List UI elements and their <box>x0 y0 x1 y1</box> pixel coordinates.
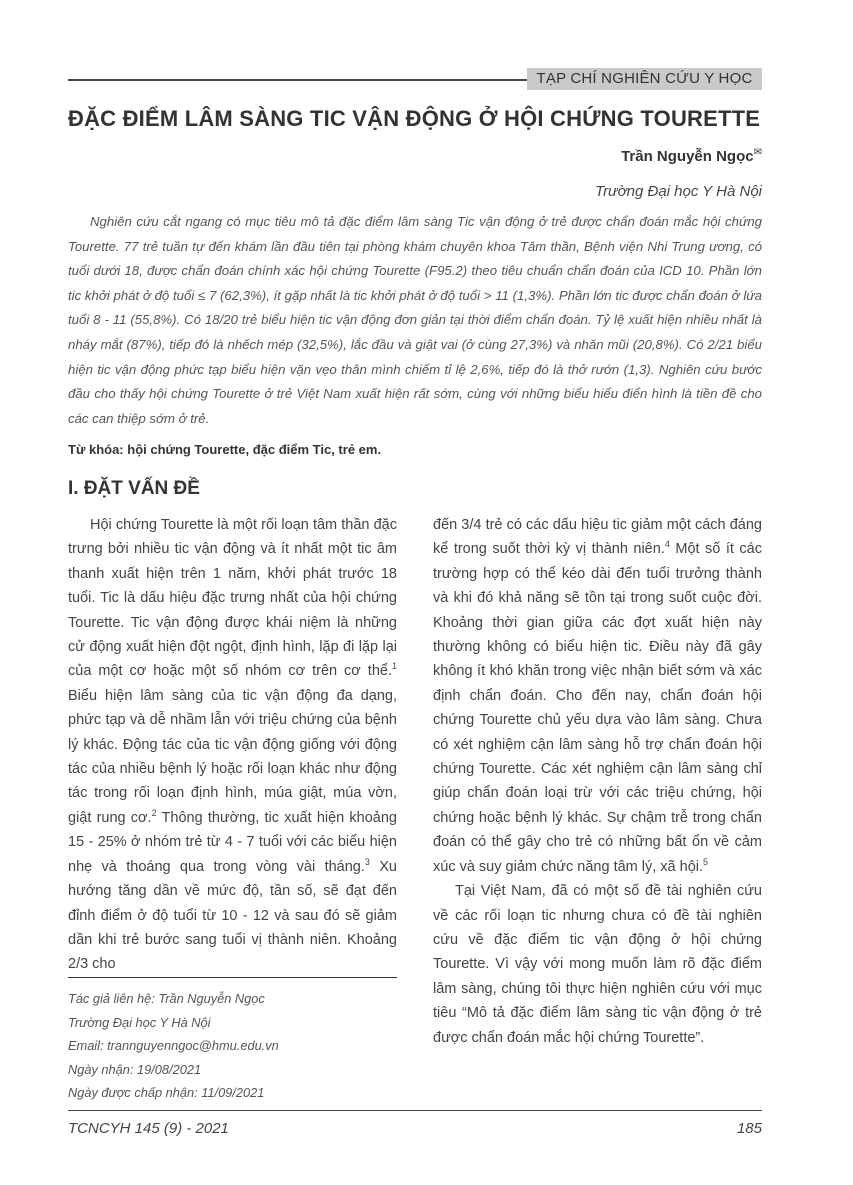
author <box>621 147 762 165</box>
paragraph: Tại Việt Nam, đã có một số đề tài nghiên cứu về các rối loạn tic nhưng chưa có đề tài nghiên cứu về đặc điểm tic vận động ở hội chứng Tourette. Vì vậy với mong muốn làm rõ đặc điểm lâm sàng, chúng tôi thực hiện nghiên cứu với mục tiêu “Mô tả đặc điểm lâm sàng tic vận động ở trẻ được chẩn đoán mắc hội chứng Tourette”. <box>433 883 762 1046</box>
paragraph: Hội chứng Tourette là một rối loạn tâm thần đặc trưng bởi nhiều tic vận động và ít nhất một tic âm thanh xuất hiện trên 1 năm, khởi phát trước 18 tuổi. Tic là dấu hiệu đặc trưng nhất của hội chứng Tourette. Tic vận động được khái niệm là những cử động xuất hiện đột ngột, định hình, lặp đi lặp lại của một cơ hoặc một số nhóm cơ trên cơ thể.$^1$ Biểu hiện lâm sàng của tic vận động đa dạng, phức tạp và dễ nhầm lẫn với triệu chứng của bệnh lý khác. Động tác của tic vận động giống với động tác của nhiều bệnh lý hoặc rối loạn khác như động tác trong rối loạn định hình, múa giật, múa vờn, giật rung cơ.$^2$ Thông thường, tic xuất hiện khoảng 15 - 25% ở nhóm trẻ từ 4 - 7 tuổi với các biểu hiện nhẹ và thoáng qua trong vòng vài tháng.$^3$ Xu hướng tăng dần về mức độ, tần số, sẽ đạt đến đỉnh điểm ở độ tuổi từ 10 - 12 và sau đó sẽ giảm dần khi trẻ bước sang tuổi vị thành niên. Khoảng 2/3 cho <box>68 517 397 973</box>
article-title: ĐẶC ĐIỂM LÂM SÀNG TIC VẬN ĐỘNG Ở HỘI CHỨNG TOURETTE <box>68 106 761 131</box>
journal-issue: TCNCYH 145 (9) - 2021 <box>68 1120 229 1137</box>
footnote-rule <box>68 977 397 978</box>
email-icon: ✉ <box>753 147 762 158</box>
paragraph: đến 3/4 trẻ có các dấu hiệu tic giảm một cách đáng kể trong suốt thời kỳ vị thành niên.$^4$ Một số ít các trường hợp có thể kéo dài đến tuổi trưởng thành và khi đó khả năng sẽ tồn tại trong suốt cuộc đời. Khoảng thời gian giữa các đợt xuất hiện này thường không có biểu hiện tic. Điều này đã gây không ít khó khăn trong việc nhận biết sớm và xác định chẩn đoán. Cho đến nay, chẩn đoán hội chứng Tourette chủ yếu dựa vào lâm sàng. Chưa có xét nghiệm cận lâm sàng hỗ trợ chẩn đoán hội chứng Tourette. Các xét nghiệm cận lâm sàng chỉ giúp chẩn đoán loại trừ với các triệu chứng, hội chứng hoặc bệnh lý khác. Sự chậm trễ trong chẩn đoán có thể gây cho trẻ có những bất ổn về cảm xúc và suy giảm chức năng tâm lý, xã hội.$^5$ <box>433 517 762 875</box>
right-column <box>433 513 762 1050</box>
footnote-accepted: Ngày được chấp nhận: 11/09/2021 <box>68 1085 265 1101</box>
affiliation: Trường Đại học Y Hà Nội <box>595 183 762 200</box>
footnote-email: Email: trannguyenngoc@hmu.edu.vn <box>68 1038 279 1054</box>
footnote-org: Trường Đại học Y Hà Nội <box>68 1014 211 1030</box>
footnote <box>68 987 397 1105</box>
abstract: Nghiên cứu cắt ngang có mục tiêu mô tả đặc điểm lâm sàng Tic vận động ở trẻ được chẩn đoán mắc hội chứng Tourette. 77 trẻ tuần tự đến khám lần đầu tiên tại phòng khám chuyên khoa Tâm thần, Bệnh viện Nhi Trung ương, có tuổi dưới 18, được chẩn đoán chính xác hội chứng Tourette (F95.2) theo tiêu chuẩn chẩn đoán của ICD 10. Phần lớn tic khởi phát ở độ tuổi ≤ 7 (62,3%), ít gặp nhất là tic khởi phát ở độ tuổi > 11 (1,3%). Phần lớn tic được chẩn đoán ở lứa tuổi 8 - 11 (55,8%). Có 18/20 trẻ biểu hiện tic vận động đơn giản tại thời điểm chẩn đoán. Tỷ lệ xuất hiện nhiều nhất là nháy mắt (87%), tiếp đó là nhếch mép (32,5%), lắc đầu và giật vai (ở cùng 27,3%) và nhăn mũi (20,8%). Có 2/21 biểu hiện tic vận động phức tạp biểu hiện vặn vẹo thân mình chiếm tỉ lệ 2,6%, tiếp đó là thở rướn (1,3). Nghiên cứu bước đầu cho thấy hội chứng Tourette ở trẻ Việt Nam xuất hiện rất sớm, cùng với những biểu hiểu điển hình là tiền đề cho các can thiệp sớm ở trẻ. <box>68 214 762 426</box>
author-name: Trần Nguyễn Ngọc <box>621 148 754 165</box>
reference-mark: 3 <box>364 856 370 867</box>
section-heading: I. ĐẶT VẤN ĐỀ <box>68 478 200 499</box>
reference-mark: 2 <box>151 808 157 819</box>
footnote-contact: Tác giả liên hệ: Trần Nguyễn Ngọc <box>68 991 265 1006</box>
journal-name: TẠP CHÍ NGHIÊN CỨU Y HỌC <box>527 68 762 90</box>
reference-mark: 1 <box>391 661 397 672</box>
reference-mark: 4 <box>664 539 670 550</box>
reference-mark: 5 <box>703 856 709 867</box>
page-number: 185 <box>736 1120 762 1137</box>
keywords: Từ khóa: hội chứng Tourette, đặc điểm Tic, trẻ em. <box>68 442 382 457</box>
footnote-received: Ngày nhận: 19/08/2021 <box>68 1061 202 1077</box>
footer-rule <box>68 1110 762 1111</box>
left-column <box>68 513 397 977</box>
